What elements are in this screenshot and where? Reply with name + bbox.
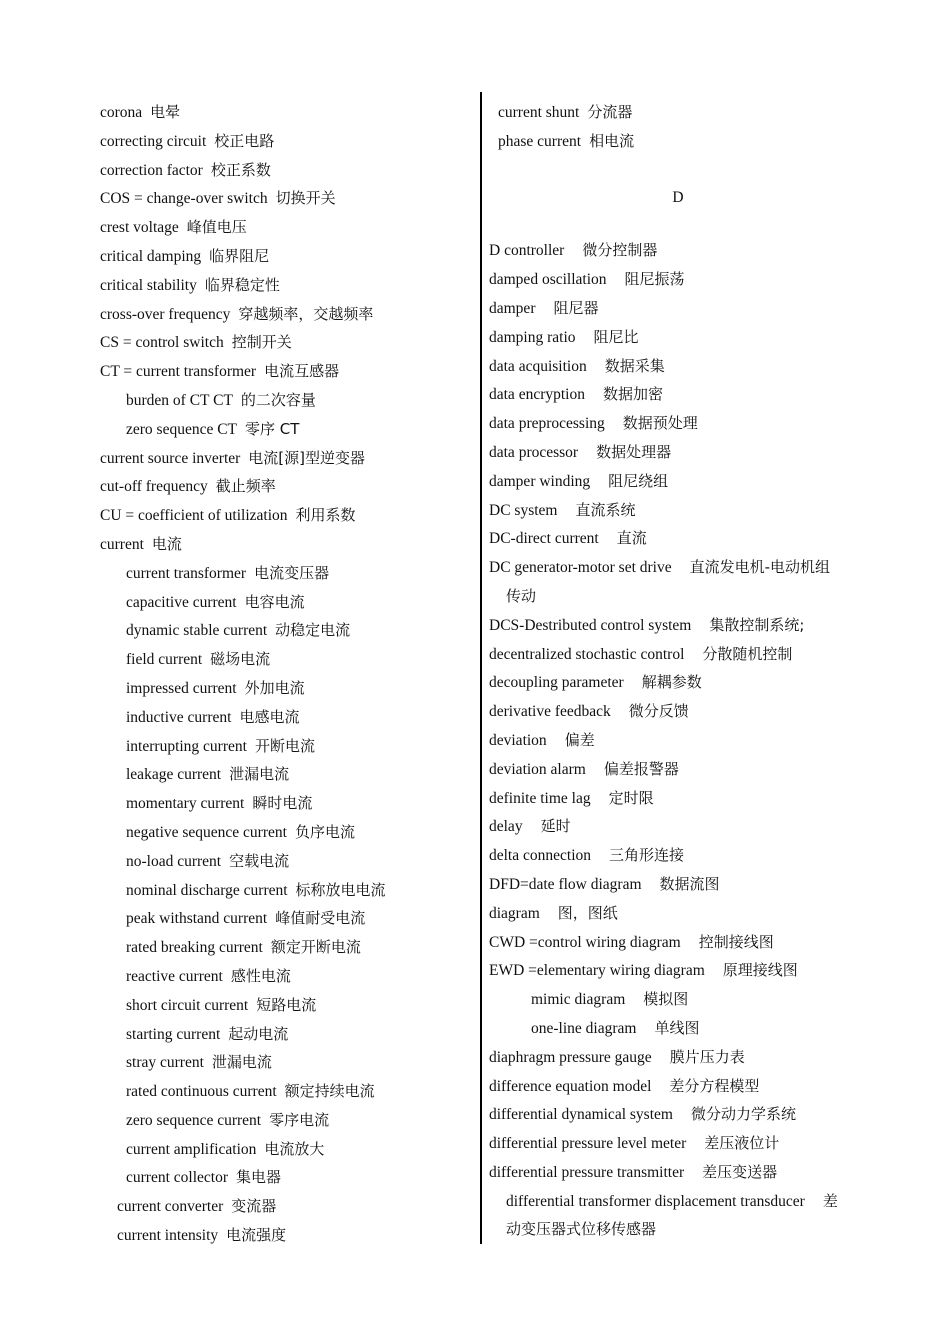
term-english: differential pressure level meter [489,1135,687,1153]
term-chinese: 电流放大 [264,1139,325,1158]
term-chinese: 穿越频率，交越频率 [238,304,374,323]
term-english: decoupling parameter [489,674,624,692]
glossary-entry [489,870,879,899]
term-chinese: 电流 [151,534,182,553]
term-chinese: 定时限 [608,788,654,807]
term-chinese: 直流 [616,529,647,548]
term-english: stray current [126,1054,204,1072]
term-english: current source inverter [100,449,241,467]
term-english: difference equation model [489,1077,652,1095]
term-chinese: 延时 [540,817,571,836]
glossary-entry [489,409,879,438]
term-chinese: 单线图 [654,1018,700,1037]
term-english: current amplification [126,1140,257,1158]
term-english: damper [489,299,536,317]
term-english: cut-off frequency [100,478,208,496]
term-chinese: 解耦参数 [641,673,702,692]
term-english: critical stability [100,276,197,294]
term-english: D controller [489,242,565,260]
glossary-entry [489,1187,879,1216]
term-chinese: 微分动力学系统 [690,1105,796,1124]
glossary-entry [100,847,470,876]
term-chinese: 的二次容量 [240,390,316,409]
term-english: rated breaking current [126,939,263,957]
glossary-entry [489,812,879,841]
term-chinese: 短路电流 [256,995,317,1014]
term-chinese: 偏差 [564,730,595,749]
glossary-entry [100,732,470,761]
term-chinese: 集散控制系统; [709,615,805,634]
term-chinese: 偏差报警器 [603,759,679,778]
term-chinese: 峰值电压 [186,218,247,237]
term-english: DCS-Destributed control system [489,616,692,634]
term-english: CS = control switch [100,334,224,352]
term-english: no-load current [126,852,222,870]
term-english: definite time lag [489,789,591,807]
glossary-entry [100,156,470,185]
term-english: current transformer [126,564,247,582]
term-chinese: 差压变送器 [702,1162,778,1181]
term-english: derivative feedback [489,703,611,721]
glossary-entry [489,265,879,294]
term-chinese: 电流互感器 [264,362,340,381]
term-chinese: 相电流 [589,131,635,150]
glossary-entry [100,588,470,617]
term-english: diaphragm pressure gauge [489,1048,652,1066]
glossary-entry [489,438,879,467]
term-english: CU = coefficient of utilization [100,507,288,525]
term-english: impressed current [126,679,237,697]
term-english: diagram [489,904,540,922]
glossary-entry [489,1158,879,1187]
term-chinese: 变流器 [231,1197,277,1216]
glossary-entry [489,697,879,726]
glossary-entry [100,501,470,530]
glossary-entry [100,904,470,933]
term-english: current collector [126,1169,228,1187]
term-english: EWD =elementary wiring diagram [489,962,705,980]
glossary-entry [100,818,470,847]
term-english: burden of CT CT [126,391,233,409]
term-english: critical damping [100,247,202,265]
term-english: field current [126,651,203,669]
term-english: DC system [489,501,558,519]
glossary-entry [489,668,879,697]
glossary-entry [489,553,879,582]
term-english: differential pressure transmitter [489,1163,685,1181]
term-english: CWD =control wiring diagram [489,933,681,951]
term-chinese: 临界阻尼 [209,246,270,265]
term-chinese: 泄漏电流 [229,765,290,784]
term-chinese: 感性电流 [230,966,291,985]
term-chinese: 零序 CT [245,419,300,438]
glossary-entry [100,300,470,329]
term-english: DC generator-motor set drive [489,559,672,577]
glossary-entry [100,1020,470,1049]
glossary-entry [489,956,879,985]
glossary-entry [489,127,879,156]
glossary-entry [489,98,879,127]
term-chinese: 磁场电流 [210,650,271,669]
glossary-entry [489,380,879,409]
term-chinese: 开断电流 [254,736,315,755]
glossary-entry [100,616,470,645]
term-chinese: 数据采集 [604,356,665,375]
term-chinese: 微分反馈 [628,702,689,721]
glossary-entry [489,1014,879,1043]
term-chinese: 校正系数 [210,160,271,179]
term-chinese: 电感电流 [239,707,300,726]
term-chinese: 数据流图 [659,874,720,893]
term-english: COS = change-over switch [100,190,268,208]
term-chinese: 动变压器式位移传感器 [506,1220,657,1239]
glossary-entry [100,127,470,156]
term-english: damper winding [489,472,591,490]
glossary-entry [100,415,470,444]
glossary-entry [489,236,879,265]
term-chinese: 分散随机控制 [702,644,793,663]
glossary-entry [100,444,470,473]
glossary-entry [100,386,470,415]
term-chinese: 切换开关 [275,189,336,208]
glossary-entry [100,645,470,674]
term-english: short circuit current [126,996,249,1014]
glossary-entry [100,1048,470,1077]
term-english: negative sequence current [126,823,287,841]
term-english: data preprocessing [489,415,605,433]
term-chinese: 电流变压器 [254,563,330,582]
right-column [489,98,879,1244]
glossary-entry [100,472,470,501]
glossary-entry [489,899,879,928]
term-english: CT = current transformer [100,363,257,381]
term-english: phase current [498,132,582,150]
term-english: deviation [489,731,547,749]
term-chinese: 数据处理器 [596,442,672,461]
glossary-entry [489,1100,879,1129]
term-chinese: 集电器 [235,1168,281,1187]
term-english: deviation alarm [489,760,586,778]
glossary-entry [100,1077,470,1106]
term-chinese: 起动电流 [228,1024,289,1043]
term-english: damping ratio [489,328,576,346]
term-english: delta connection [489,847,591,865]
glossary-entry [100,674,470,703]
column-divider [480,92,482,1244]
term-chinese: 利用系数 [295,506,356,525]
term-chinese: 校正电路 [214,131,275,150]
glossary-entry [100,559,470,588]
term-chinese: 外加电流 [244,678,305,697]
glossary-entry [100,1221,470,1250]
glossary-entry [489,640,879,669]
term-chinese: 原理接线图 [722,961,798,980]
term-chinese: 数据加密 [602,385,663,404]
term-english: rated continuous current [126,1083,277,1101]
term-chinese: 阻尼比 [593,327,639,346]
term-english: cross-over frequency [100,305,231,323]
glossary-entry [489,1072,879,1101]
term-english: DC-direct current [489,530,599,548]
glossary-entry [100,876,470,905]
glossary-entry [489,784,879,813]
glossary-entry [489,841,879,870]
glossary-entry [489,1215,879,1244]
term-english: interrupting current [126,737,247,755]
term-english: damped oscillation [489,271,607,289]
term-chinese: 动稳定电流 [275,621,351,640]
term-chinese: 泄漏电流 [211,1053,272,1072]
term-english: zero sequence CT [126,420,238,438]
term-chinese: 数据预处理 [622,414,698,433]
glossary-entry [489,755,879,784]
glossary-entry [489,928,879,957]
term-english: data acquisition [489,357,587,375]
term-english: current shunt [498,104,580,121]
glossary-entry [489,352,879,381]
term-english: peak withstand current [126,910,268,928]
glossary-entry [489,1129,879,1158]
glossary-entry [100,1192,470,1221]
term-english: inductive current [126,708,232,726]
term-english: crest voltage [100,219,179,237]
term-chinese: 控制接线图 [698,932,774,951]
glossary-entry [100,184,470,213]
glossary-entry [100,357,470,386]
glossary-entry [489,467,879,496]
term-chinese: 电流强度 [226,1226,287,1245]
term-chinese: 传动 [506,586,537,605]
glossary-entry [100,1163,470,1192]
term-chinese: 空载电流 [229,851,290,870]
term-english: starting current [126,1025,221,1043]
glossary-entry [489,726,879,755]
term-english: zero sequence current [126,1111,262,1129]
term-chinese: 图，图纸 [557,903,618,922]
glossary-entry [489,1043,879,1072]
term-chinese: 三角形连接 [609,846,685,865]
term-chinese: 控制开关 [231,333,292,352]
glossary-entry [100,760,470,789]
glossary-entry [489,611,879,640]
term-chinese: 膜片压力表 [669,1047,745,1066]
term-english: correcting circuit [100,132,207,150]
term-english: capacitive current [126,593,237,611]
term-english: decentralized stochastic control [489,645,685,663]
glossary-entry [489,582,879,611]
term-chinese: 零序电流 [269,1110,330,1129]
glossary-entry [100,1135,470,1164]
term-english: reactive current [126,967,223,985]
term-chinese: 峰值耐受电流 [275,909,366,928]
term-chinese: 阻尼绕组 [608,471,669,490]
term-english: nominal discharge current [126,881,288,899]
term-chinese: 电容电流 [244,592,305,611]
term-chinese: 差 [822,1191,838,1210]
term-chinese: 分流器 [587,103,633,121]
glossary-entry [100,328,470,357]
glossary-entry [100,789,470,818]
term-chinese: 阻尼振荡 [624,270,685,289]
left-column [100,98,470,1250]
glossary-entry [100,530,470,559]
term-english: differential dynamical system [489,1106,673,1124]
term-chinese: 微分控制器 [582,241,658,260]
glossary-entry [489,294,879,323]
term-english: one-line diagram [531,1019,637,1037]
term-chinese: 阻尼器 [553,298,599,317]
term-english: delay [489,818,523,836]
term-chinese: 额定持续电流 [284,1082,375,1101]
term-chinese: 差分方程模型 [669,1076,760,1095]
term-chinese: 额定开断电流 [270,938,361,957]
glossary-entry [489,496,879,525]
glossary-entry [489,985,879,1014]
glossary-entry [100,962,470,991]
term-english: mimic diagram [531,991,626,1009]
glossary-entry [100,991,470,1020]
term-english: differential transformer displacement transducer [506,1192,805,1210]
glossary-entry [100,213,470,242]
term-chinese: 截止频率 [215,477,276,496]
term-english: dynamic stable current [126,622,268,640]
term-chinese: 临界稳定性 [204,275,280,294]
glossary-entry [489,524,879,553]
term-chinese: 瞬时电流 [252,794,313,813]
term-english: corona [100,104,143,121]
glossary-entry [489,323,879,352]
section-heading-d: D [672,188,684,206]
term-english: current converter [117,1198,224,1216]
term-english: current [100,535,144,553]
term-english: DFD=date flow diagram [489,875,642,893]
term-english: momentary current [126,795,245,813]
glossary-entry [100,933,470,962]
term-chinese: 差压液位计 [704,1134,780,1153]
term-english: current intensity [117,1227,219,1245]
term-chinese: 直流发电机-电动机组 [689,558,831,577]
term-chinese: 电晕 [150,103,181,121]
glossary-entry [100,242,470,271]
glossary-entry [100,1106,470,1135]
term-english: data processor [489,443,579,461]
term-chinese: 负序电流 [294,822,355,841]
term-chinese: 模拟图 [643,990,689,1009]
term-chinese: 标称放电电流 [295,880,386,899]
term-chinese: 直流系统 [575,500,636,519]
term-chinese: 电流[源]型逆变器 [248,448,366,467]
term-english: data encryption [489,386,585,404]
glossary-entry [100,98,470,127]
term-english: correction factor [100,161,203,179]
term-english: leakage current [126,766,222,784]
glossary-entry [100,271,470,300]
glossary-entry [100,703,470,732]
